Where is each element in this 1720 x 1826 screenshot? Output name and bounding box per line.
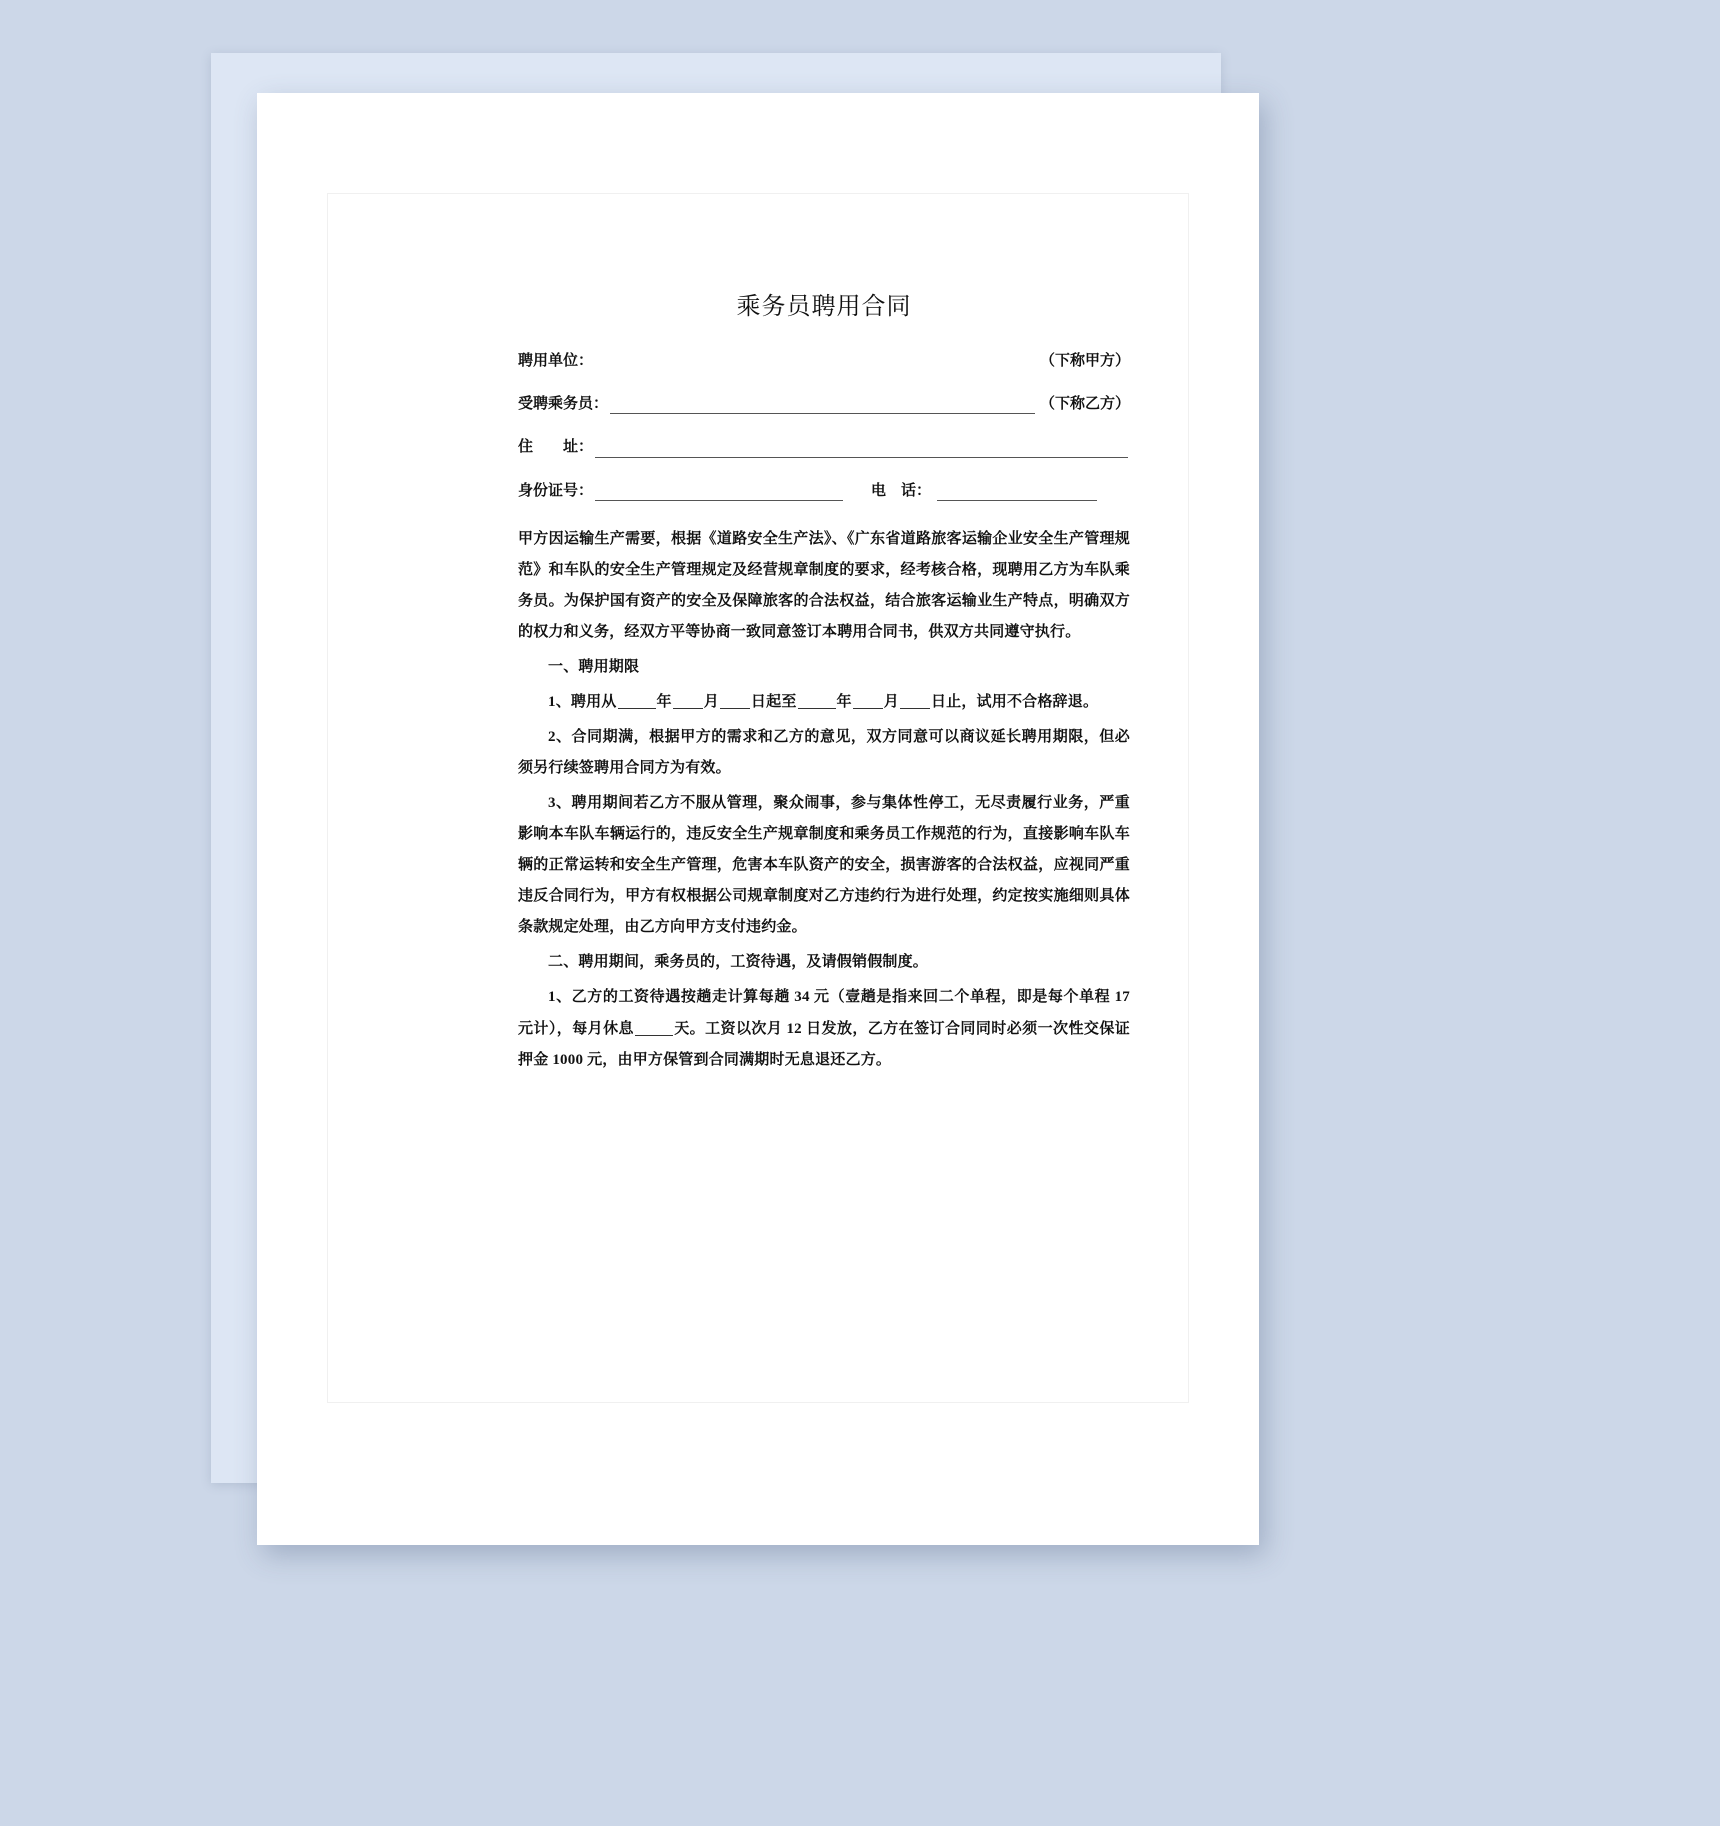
section-2-item-1 bbox=[518, 982, 1130, 1075]
unit-day-end-tail: 日止，试用不合格辞退。 bbox=[930, 694, 1099, 711]
section-1-item-3: 3、聘用期间若乙方不服从管理，聚众闹事，参与集体性停工，无尽责履行业务，严重影响本车队车辆运行的，违反安全生产规章制度和乘务员工作规范的行为，直接影响车队车辆的正常运转和安全生产管理，危害本车队资产的安全，损害游客的合法权益，应视同严重违反合同行为，甲方有权根据公司规章制度对乙方违约行为进行处理，约定按实施细则具体条款规定处理，由乙方向甲方支付违约金。 bbox=[518, 795, 1130, 936]
field-input-id-number[interactable] bbox=[595, 483, 843, 501]
blank-end-year[interactable] bbox=[798, 708, 836, 709]
section-1-item-1 bbox=[518, 687, 1130, 718]
item-2-1-text-before: 1、乙方的工资待遇按趟走计算每趟 34 元（壹趟是指来回二个单程，即是每个单程 17 元计），每月休息 bbox=[518, 989, 1130, 1037]
field-label-id-number: 身份证号： bbox=[518, 482, 594, 499]
document-page bbox=[257, 93, 1259, 1545]
unit-month-end: 月 bbox=[883, 694, 899, 711]
field-suffix-party-a: （下称甲方） bbox=[1039, 352, 1130, 369]
blank-start-month[interactable] bbox=[673, 708, 703, 709]
field-label-phone: 电 话： bbox=[871, 482, 932, 499]
field-input-attendant[interactable] bbox=[610, 396, 1035, 414]
field-row-address bbox=[518, 437, 1130, 457]
field-label-address: 住 址： bbox=[518, 439, 594, 456]
field-input-address[interactable] bbox=[595, 440, 1128, 458]
field-label-attendant: 受聘乘务员： bbox=[518, 396, 609, 413]
field-row-attendant bbox=[518, 394, 1130, 414]
blank-end-day[interactable] bbox=[900, 708, 930, 709]
preamble-paragraph: 甲方因运输生产需要，根据《道路安全生产法》、《广东省道路旅客运输企业安全生产管理规范》和车队的安全生产管理规定及经营规章制度的要求，经考核合格，现聘用乙方为车队乘务员。为保护国有资产的安全及保障旅客的合法权益，结合旅客运输业生产特点，明确双方的权力和义务，经双方平等协商一致同意签订本聘用合同书，供双方共同遵守执行。 bbox=[518, 530, 1130, 640]
section-heading-1: 一、聘用期限 bbox=[548, 658, 640, 675]
page-title: 乘务员聘用合同 bbox=[736, 292, 912, 320]
unit-day-start: 日起至 bbox=[750, 694, 797, 711]
field-input-employer[interactable] bbox=[595, 353, 1035, 371]
item-1-1-prefix: 1、聘用从 bbox=[548, 694, 617, 711]
unit-month-start: 月 bbox=[703, 694, 719, 711]
blank-start-year[interactable] bbox=[618, 708, 656, 709]
section-heading-2: 二、聘用期间，乘务员的，工资待遇，及请假销假制度。 bbox=[548, 954, 929, 971]
item-2-1-text-after: 天。工资以次月 12 日发放，乙方在签订合同同时必须一次性交保证押金 1000 元，由甲方保管到合同满期时无息退还乙方。 bbox=[518, 1020, 1130, 1068]
field-label-employer: 聘用单位： bbox=[518, 352, 594, 369]
field-input-phone[interactable] bbox=[937, 483, 1097, 501]
section-1-item-2: 2、合同期满，根据甲方的需求和乙方的意见，双方同意可以商议延长聘用期限，但必须另行续签聘用合同方为有效。 bbox=[518, 729, 1130, 777]
field-row-employer bbox=[518, 351, 1130, 371]
unit-year-start: 年 bbox=[656, 694, 672, 711]
field-row-id-phone bbox=[518, 481, 1130, 501]
blank-rest-days[interactable] bbox=[635, 1035, 673, 1036]
page-content-frame bbox=[327, 193, 1189, 1403]
document-body bbox=[518, 292, 1130, 1076]
unit-year-end: 年 bbox=[836, 694, 852, 711]
blank-end-month[interactable] bbox=[853, 708, 883, 709]
blank-start-day[interactable] bbox=[720, 708, 750, 709]
field-suffix-party-b: （下称乙方） bbox=[1039, 396, 1130, 413]
